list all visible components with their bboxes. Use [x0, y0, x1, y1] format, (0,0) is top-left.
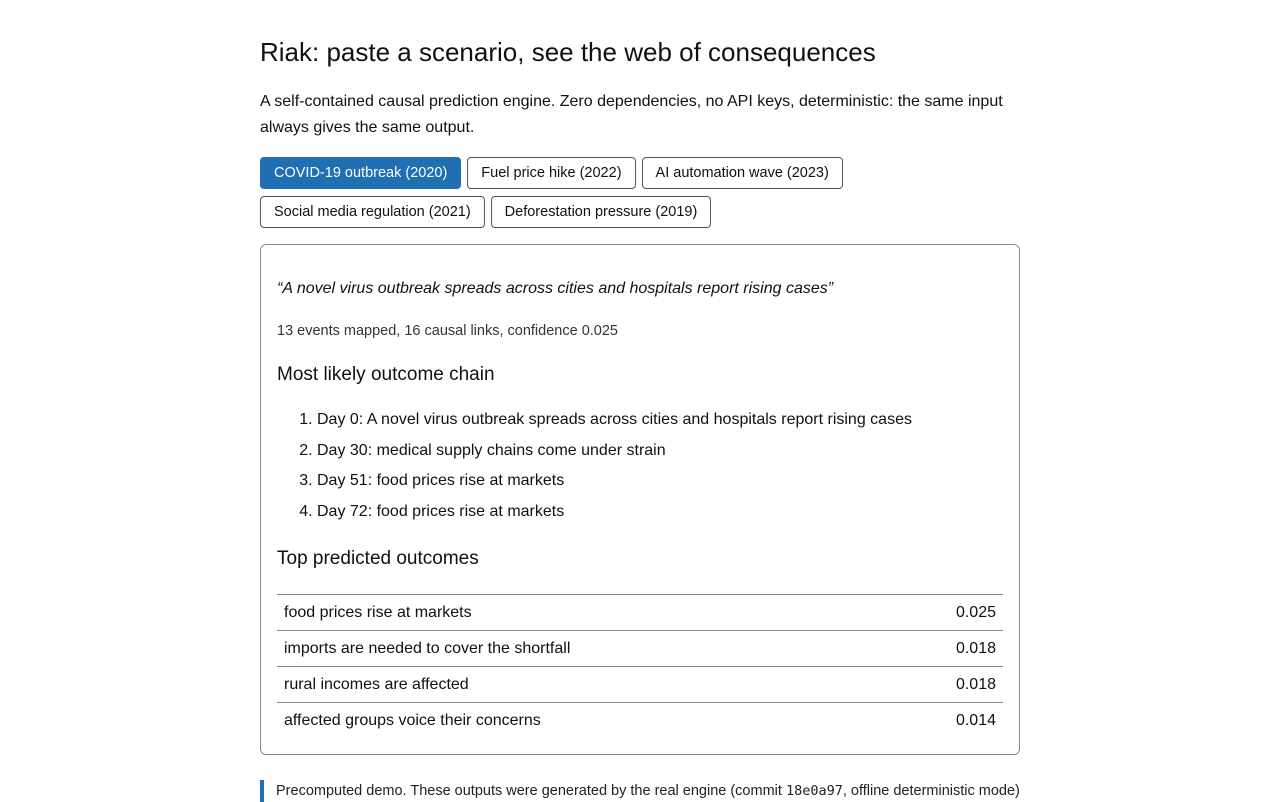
chain-step: 3. Day 51: food prices rise at markets: [317, 466, 912, 497]
scenario-button-covid[interactable]: COVID-19 outbreak (2020): [260, 157, 461, 189]
outcome-label: imports are needed to cover the shortfall: [277, 631, 892, 667]
table-row: [277, 667, 1003, 703]
outcome-label: affected groups voice their concerns: [277, 703, 892, 739]
outcomes-heading: Top predicted outcomes: [277, 548, 479, 569]
note-suffix: , offline deterministic mode): [842, 783, 1020, 799]
scenario-button-ai[interactable]: AI automation wave (2023): [642, 157, 843, 189]
result-stats: 13 events mapped, 16 causal links, confidence 0.025: [277, 323, 618, 339]
scenario-button-social-media[interactable]: Social media regulation (2021): [260, 196, 485, 228]
chain-step: 4. Day 72: food prices rise at markets: [317, 497, 912, 528]
outcome-probability: 0.018: [892, 631, 1003, 667]
outcome-probability: 0.014: [892, 703, 1003, 739]
chain-step: 1. Day 0: A novel virus outbreak spreads across cities and hospitals report rising cases: [317, 405, 912, 436]
outcomes-table: [277, 594, 1003, 738]
note-prefix: Precomputed demo. These outputs were generated by the real engine (commit: [276, 783, 786, 799]
scenario-button-deforestation[interactable]: Deforestation pressure (2019): [491, 196, 712, 228]
page-title: Riak: paste a scenario, see the web of consequences: [260, 37, 876, 67]
commit-hash: 18e0a97: [785, 783, 843, 799]
scenario-button-fuel[interactable]: Fuel price hike (2022): [467, 157, 635, 189]
table-row: [277, 631, 1003, 667]
outcome-probability: 0.018: [892, 667, 1003, 703]
table-row: [277, 595, 1003, 631]
scenario-picker: [260, 157, 1020, 235]
outcome-chain-list: [277, 405, 912, 527]
table-row: [277, 703, 1003, 739]
outcome-label: food prices rise at markets: [277, 595, 892, 631]
outcome-probability: 0.025: [892, 595, 1003, 631]
result-panel: [260, 244, 1020, 755]
intro-text: A self-contained causal prediction engine. Zero dependencies, no API keys, deterministic: the same input always gives the same output.: [260, 93, 1003, 136]
chain-step: 2. Day 30: medical supply chains come under strain: [317, 436, 912, 467]
chain-heading: Most likely outcome chain: [277, 364, 495, 385]
outcome-label: rural incomes are affected: [277, 667, 892, 703]
scenario-quote: “A novel virus outbreak spreads across cities and hospitals report rising cases”: [277, 280, 834, 297]
precomputed-note: [260, 780, 1020, 802]
